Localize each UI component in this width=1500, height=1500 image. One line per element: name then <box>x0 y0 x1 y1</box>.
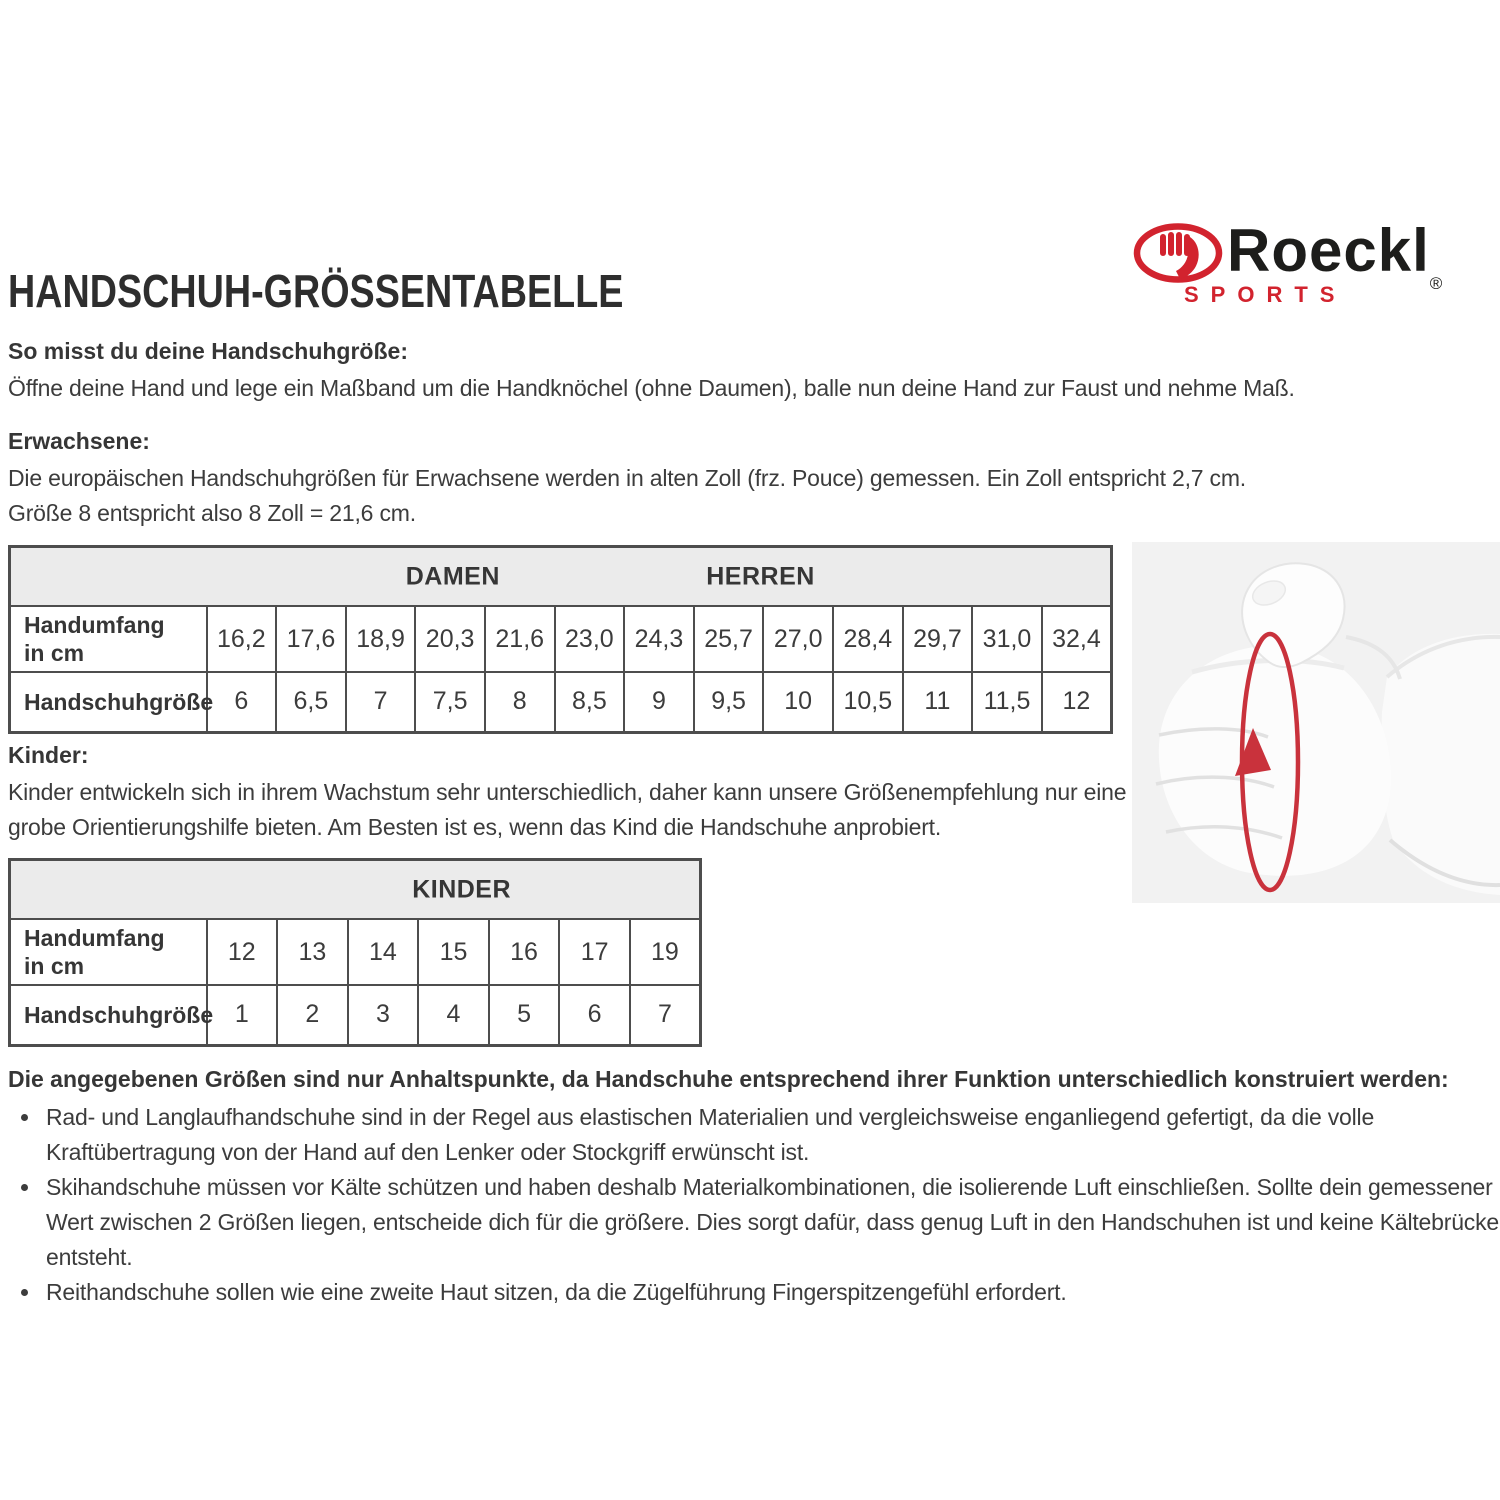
table-cell: 31,0 <box>972 606 1042 672</box>
table-row <box>10 672 1112 732</box>
table-row <box>10 919 701 985</box>
table-cell: 28,4 <box>833 606 903 672</box>
adults-text-line2: Größe 8 entspricht also 8 Zoll = 21,6 cm. <box>8 500 416 526</box>
table-cell: 5 <box>489 985 560 1045</box>
kids-size-table <box>8 858 702 1047</box>
table-row-label: Handschuhgröße <box>10 985 207 1045</box>
table-cell: 23,0 <box>555 606 625 672</box>
table-cell: 12 <box>1042 672 1112 732</box>
table-cell: 24,3 <box>624 606 694 672</box>
hand-photo-illustration <box>1132 542 1500 903</box>
table-cell: 15 <box>418 919 489 985</box>
table-group-label: HERREN <box>706 562 815 590</box>
roeckl-logo <box>1133 218 1498 314</box>
logo-brand-text: Roeckl <box>1227 217 1430 284</box>
table-cell: 17,6 <box>276 606 346 672</box>
table-cell: 10,5 <box>833 672 903 732</box>
table-cell: 7,5 <box>415 672 485 732</box>
table-cell: 9,5 <box>694 672 764 732</box>
table-row-label: Handumfang in cm <box>10 919 207 985</box>
table-cell: 32,4 <box>1042 606 1112 672</box>
adult-size-table <box>8 545 1113 734</box>
table-cell: 6 <box>559 985 630 1045</box>
table-cell: 16,2 <box>207 606 277 672</box>
table-cell: 16 <box>489 919 560 985</box>
table-cell: 25,7 <box>694 606 764 672</box>
adults-text-line1: Die europäischen Handschuhgrößen für Erwachsene werden in alten Zoll (frz. Pouce) gemessen. Ein Zoll entspricht 2,7 cm. <box>8 465 1246 491</box>
table-group-header-row <box>10 860 701 920</box>
table-cell: 7 <box>346 672 416 732</box>
bullet-item: • Reithandschuhe sollen wie eine zweite Haut sitzen, da die Zügelführung Fingerspitzengefühl erfordert. <box>42 1275 1500 1310</box>
page-title: HANDSCHUH-GRÖSSENTABELLE <box>8 265 624 317</box>
table-cell: 8,5 <box>555 672 625 732</box>
hand-measure-figure <box>1132 542 1500 903</box>
roeckl-hand-icon <box>1133 223 1225 285</box>
table-group-label: DAMEN <box>405 562 500 590</box>
table-group-label: KINDER <box>412 875 512 903</box>
bullet-item: • Skihandschuhe müssen vor Kälte schützen und haben deshalb Materialkombinationen, die isolierende Luft einschließen. Sollte dein gemessener Wert zwischen 2 Größen liegen, entscheide dich für die größere. Dies sorgt dafür, dass genug Luft in den Handschuhen ist und keine Kältebrücke entsteht. <box>42 1170 1500 1275</box>
kids-heading: Kinder: <box>8 742 89 768</box>
intro-text: Öffne deine Hand und lege ein Maßband um die Handknöchel (ohne Daumen), balle nun deine Hand zur Faust und nehme Maß. <box>8 375 1295 401</box>
registered-mark: ® <box>1429 274 1443 293</box>
bullet-item: • Rad- und Langlaufhandschuhe sind in der Regel aus elastischen Materialien und vergleichsweise enganliegend gefertigt, da die volle Kraftübertragung von der Hand auf den Lenker oder Stockgriff erwünscht ist. <box>42 1100 1500 1170</box>
table-cell: 10 <box>763 672 833 732</box>
table-cell: 8 <box>485 672 555 732</box>
intro-heading: So misst du deine Handschuhgröße: <box>8 338 408 364</box>
table-cell: 13 <box>277 919 348 985</box>
table-group-header-cell <box>10 860 701 920</box>
table-cell: 17 <box>559 919 630 985</box>
table-cell: 27,0 <box>763 606 833 672</box>
table-row-label: Handschuhgröße <box>10 672 207 732</box>
table-row <box>10 985 701 1045</box>
table-cell: 2 <box>277 985 348 1045</box>
table-cell: 21,6 <box>485 606 555 672</box>
notes-bullet-list <box>8 1100 1500 1310</box>
table-cell: 9 <box>624 672 694 732</box>
table-cell: 6 <box>207 672 277 732</box>
notes-heading: Die angegebenen Größen sind nur Anhaltspunkte, da Handschuhe entsprechend ihrer Funktion unterschiedlich konstruiert werden: <box>8 1066 1449 1092</box>
table-cell: 4 <box>418 985 489 1045</box>
table-row-label: Handumfang in cm <box>10 606 207 672</box>
table-cell: 18,9 <box>346 606 416 672</box>
adults-text <box>8 461 1246 531</box>
logo-sub-text: SPORTS <box>1184 282 1347 307</box>
table-cell: 12 <box>207 919 278 985</box>
table-cell: 20,3 <box>415 606 485 672</box>
table-row <box>10 606 1112 672</box>
table-group-header-row <box>10 547 1112 607</box>
table-cell: 3 <box>348 985 419 1045</box>
table-cell: 19 <box>630 919 701 985</box>
table-cell: 29,7 <box>903 606 973 672</box>
table-cell: 7 <box>630 985 701 1045</box>
adults-heading: Erwachsene: <box>8 428 150 454</box>
table-cell: 1 <box>207 985 278 1045</box>
table-group-header-cell <box>10 547 1112 607</box>
table-cell: 6,5 <box>276 672 346 732</box>
table-cell: 14 <box>348 919 419 985</box>
table-cell: 11 <box>903 672 973 732</box>
table-cell: 11,5 <box>972 672 1042 732</box>
kids-text: Kinder entwickeln sich in ihrem Wachstum sehr unterschiedlich, daher kann unsere Größenempfehlung nur eine grobe Orientierungshilfe bieten. Am Besten ist es, wenn das Kind die Handschuhe anprobiert. <box>8 779 1127 840</box>
